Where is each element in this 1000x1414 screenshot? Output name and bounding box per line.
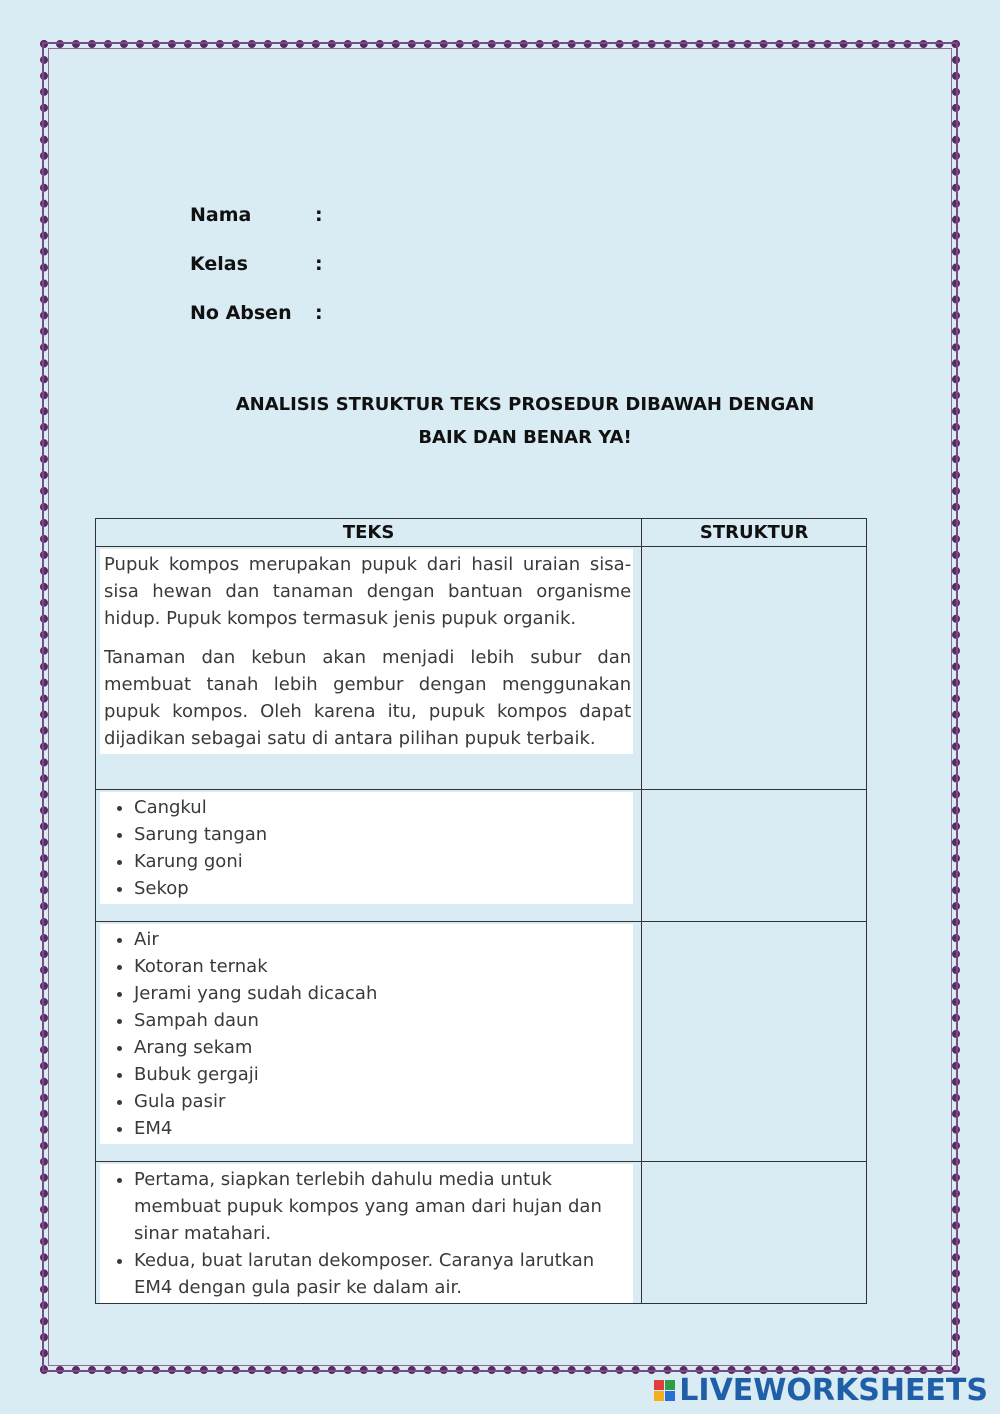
student-info <box>190 190 335 337</box>
header-struktur: STRUKTUR <box>642 519 867 547</box>
logo-icon <box>654 1380 675 1401</box>
liveworksheets-logo[interactable] <box>654 1373 988 1408</box>
teks-box <box>100 792 633 904</box>
teks-cell <box>96 547 642 790</box>
field-no-absen <box>190 288 335 337</box>
teks-cell <box>96 1162 642 1304</box>
list-item: • Bubuk gergaji <box>134 1061 631 1088</box>
table-row <box>96 1162 867 1304</box>
list-item: • Kotoran ternak <box>134 953 631 980</box>
field-colon: : <box>315 301 323 324</box>
list-item: • Arang sekam <box>134 1034 631 1061</box>
list-item: • Sekop <box>134 875 631 902</box>
paragraph: Tanaman dan kebun akan menjadi lebih subur dan membuat tanah lebih gembur dengan menggunakan pupuk kompos. Oleh karena itu, pupuk kompos dapat dijadikan sebagai satu di antara pilihan pupuk terbaik. <box>104 647 632 749</box>
field-label: No Absen <box>190 301 292 324</box>
list-item: • Pertama, siapkan terlebih dahulu media untuk membuat pupuk kompos yang aman dari hujan dan sinar matahari. <box>134 1166 631 1247</box>
table-row <box>96 922 867 1162</box>
analysis-table <box>95 518 867 1304</box>
field-label: Nama <box>190 203 252 226</box>
table-row <box>96 547 867 790</box>
field-kelas <box>190 239 335 288</box>
list-item: • Gula pasir <box>134 1088 631 1115</box>
bullet-list <box>104 794 631 902</box>
teks-cell <box>96 790 642 922</box>
table-header-row <box>96 519 867 547</box>
logo-square <box>665 1391 675 1401</box>
list-item: • Air <box>134 926 631 953</box>
bullet-list <box>104 1166 631 1301</box>
instruction-line-1: ANALISIS STRUKTUR TEKS PROSEDUR DIBAWAH DENGAN <box>235 394 815 415</box>
struktur-answer-cell[interactable] <box>642 547 867 790</box>
list-item: • EM4 <box>134 1115 631 1142</box>
instruction-line-2: BAIK DAN BENAR YA! <box>418 427 632 448</box>
logo-square <box>654 1391 664 1401</box>
header-teks: TEKS <box>96 519 642 547</box>
list-item: • Sampah daun <box>134 1007 631 1034</box>
field-nama <box>190 190 335 239</box>
bullet-list <box>104 926 631 1142</box>
list-item: • Kedua, buat larutan dekomposer. Caranya larutkan EM4 dengan gula pasir ke dalam air. <box>134 1247 631 1301</box>
teks-box <box>100 924 633 1144</box>
struktur-answer-cell[interactable] <box>642 922 867 1162</box>
list-item: • Jerami yang sudah dicacah <box>134 980 631 1007</box>
paragraph: Pupuk kompos merupakan pupuk dari hasil uraian sisa-sisa hewan dan tanaman dengan bantuan organisme hidup. Pupuk kompos termasuk jenis pupuk organik. <box>104 554 632 629</box>
logo-square <box>654 1380 664 1390</box>
table-row <box>96 790 867 922</box>
list-item: • Karung goni <box>134 848 631 875</box>
list-item: • Sarung tangan <box>134 821 631 848</box>
field-label: Kelas <box>190 252 248 275</box>
brand-name: LIVEWORKSHEETS <box>679 1373 988 1408</box>
logo-square <box>665 1380 675 1390</box>
instruction-heading <box>140 388 910 454</box>
teks-cell <box>96 922 642 1162</box>
field-colon: : <box>315 203 323 226</box>
struktur-answer-cell[interactable] <box>642 790 867 922</box>
teks-box <box>100 1164 633 1303</box>
struktur-answer-cell[interactable] <box>642 1162 867 1304</box>
teks-box <box>100 549 633 754</box>
field-colon: : <box>315 252 323 275</box>
list-item: • Cangkul <box>134 794 631 821</box>
